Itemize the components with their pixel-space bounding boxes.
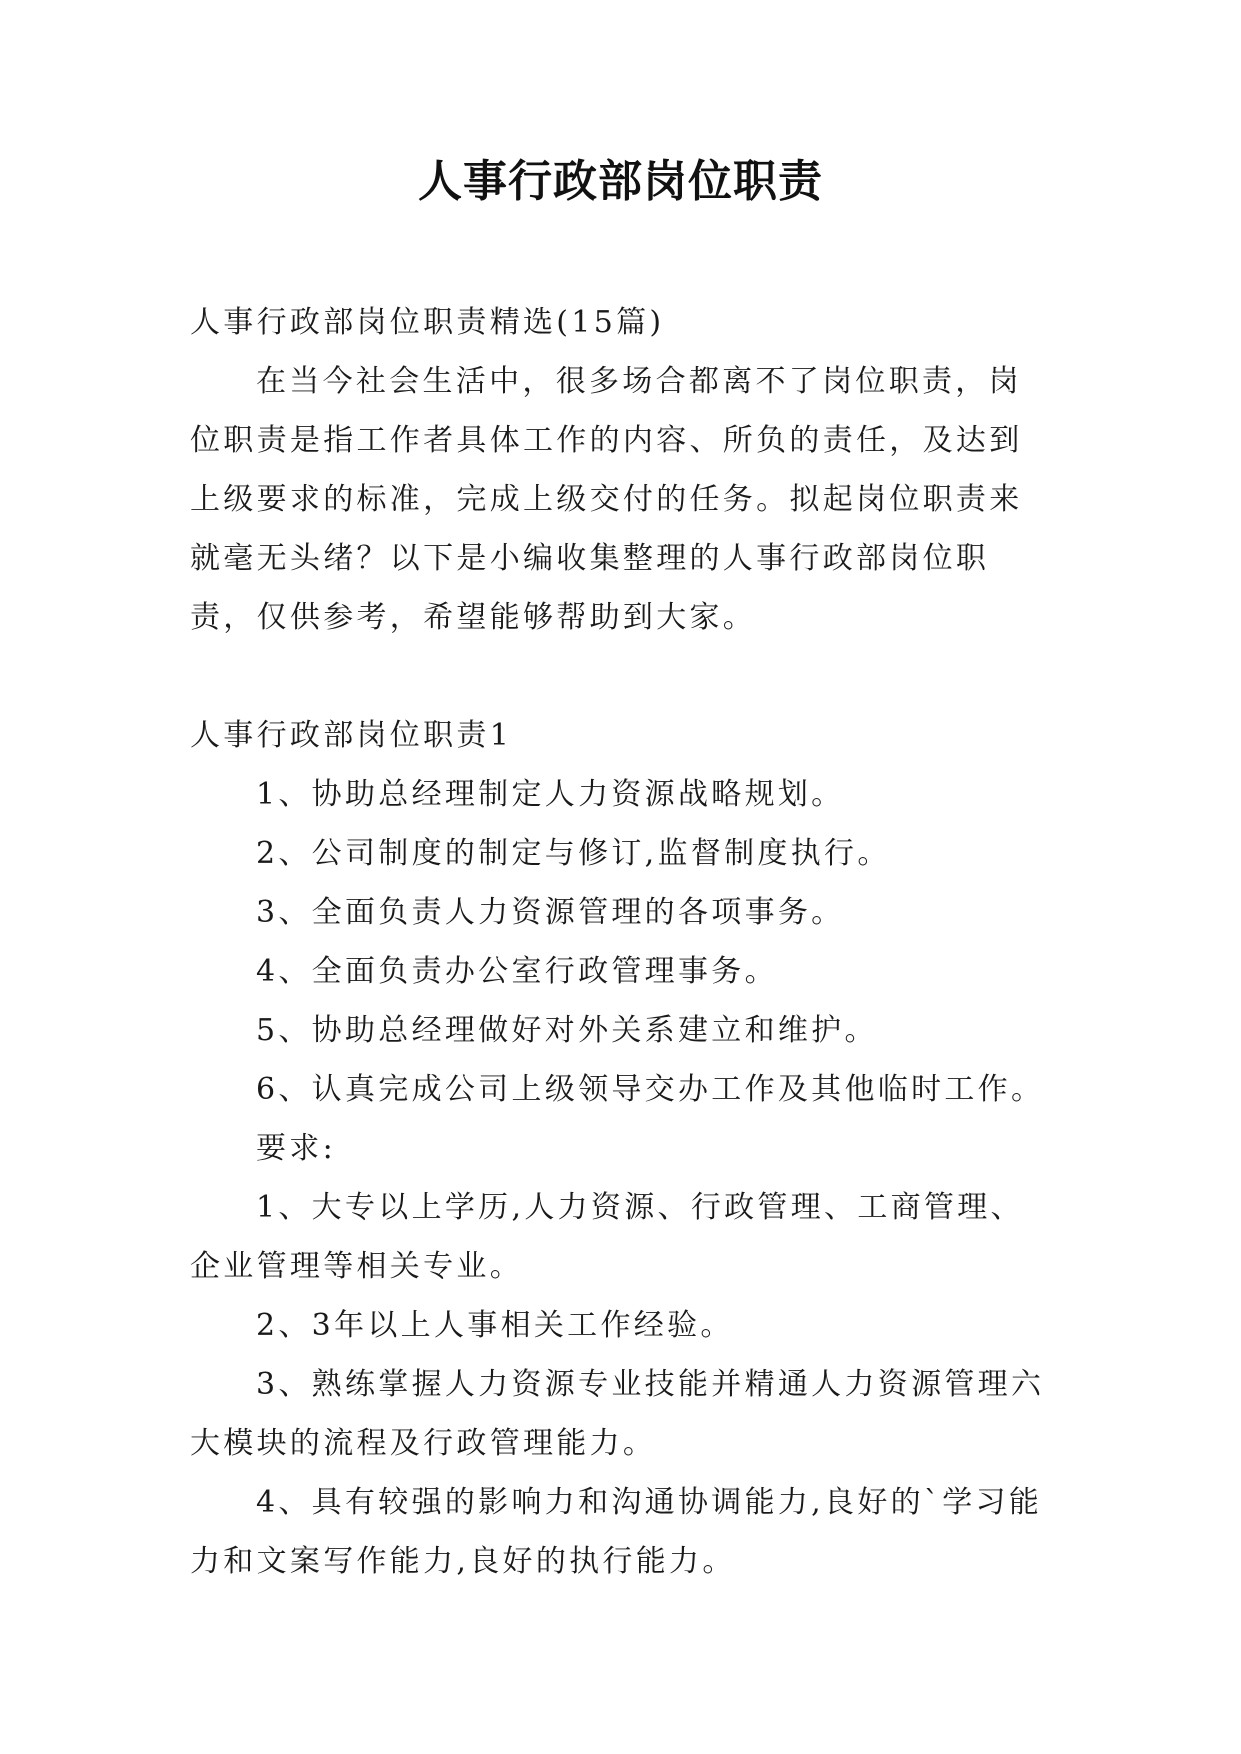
duty-item-3: 3、全面负责人力资源管理的各项事务。 xyxy=(256,895,845,930)
duty-item-5: 5、协助总经理做好对外关系建立和维护。 xyxy=(256,1013,878,1048)
duty-item-4: 4、全面负责办公室行政管理事务。 xyxy=(256,954,778,989)
duty-item-1: 1、协助总经理制定人力资源战略规划。 xyxy=(256,777,845,812)
document-body xyxy=(190,293,1055,1591)
document-subtitle: 人事行政部岗位职责精选(15篇) xyxy=(190,305,665,340)
duty-item-6: 6、认真完成公司上级领导交办工作及其他临时工作。 xyxy=(256,1072,1045,1107)
requirement-item-2: 2、3年以上人事相关工作经验。 xyxy=(256,1308,734,1343)
duty-item-2: 2、公司制度的制定与修订,监督制度执行。 xyxy=(256,836,891,871)
requirement-item-3: 3、熟练掌握人力资源专业技能并精通人力资源管理六大模块的流程及行政管理能力。 xyxy=(190,1367,1045,1461)
requirements-label: 要求: xyxy=(256,1131,337,1166)
section-heading: 人事行政部岗位职责1 xyxy=(190,718,513,753)
document-title: 人事行政部岗位职责 xyxy=(418,156,823,207)
requirement-item-1: 1、大专以上学历,人力资源、行政管理、工商管理、企业管理等相关专业。 xyxy=(190,1190,1024,1284)
paragraph-gap xyxy=(190,647,1055,706)
intro-paragraph: 在当今社会生活中，很多场合都离不了岗位职责，岗位职责是指工作者具体工作的内容、所负的责任，及达到上级要求的标准，完成上级交付的任务。拟起岗位职责来就毫无头绪？以下是小编收集整理的人事行政部岗位职责，仅供参考，希望能够帮助到大家。 xyxy=(190,364,1023,635)
requirement-item-4: 4、具有较强的影响力和沟通协调能力,良好的`学习能力和文案写作能力,良好的执行能力。 xyxy=(190,1485,1043,1579)
